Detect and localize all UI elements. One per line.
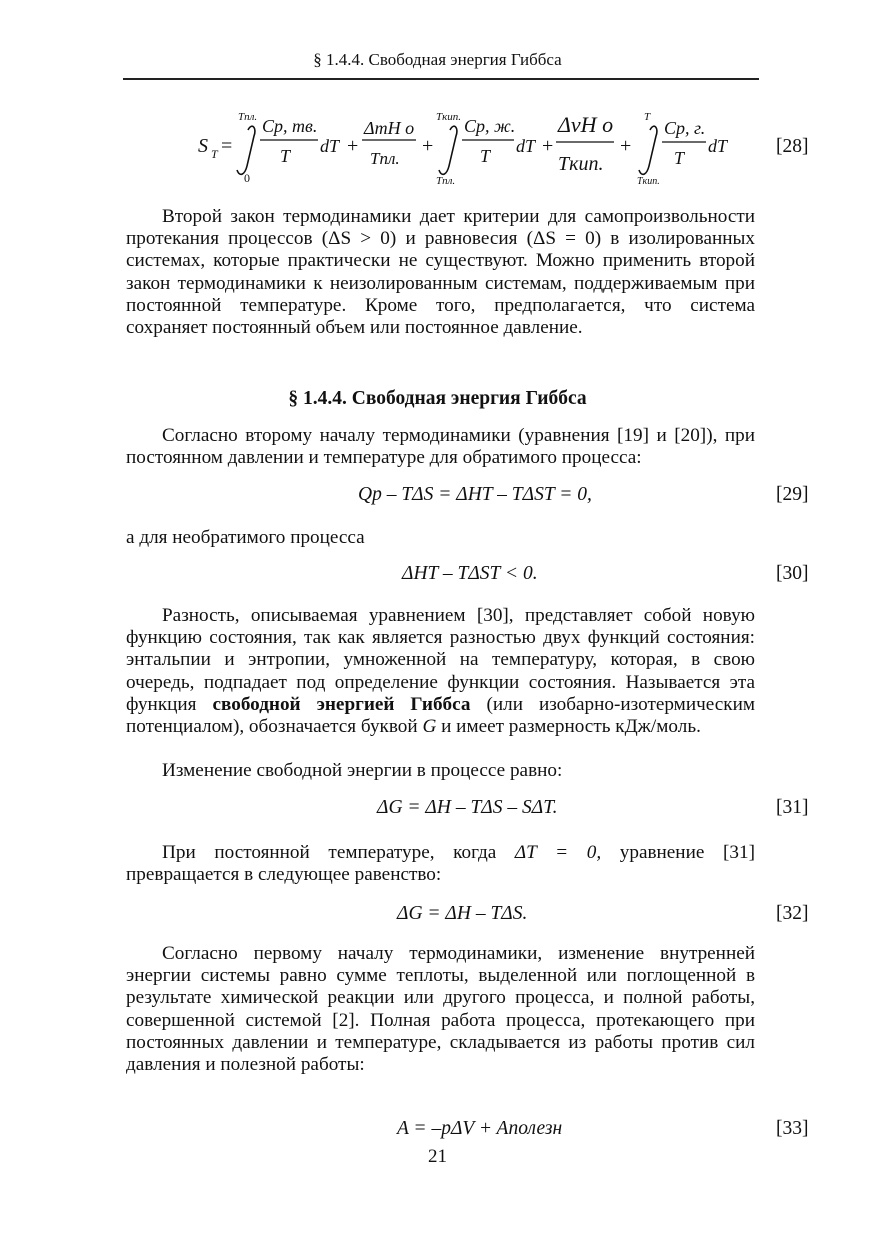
- integral-sign: [639, 126, 657, 174]
- eq28-number: [28]: [776, 136, 809, 157]
- header-rule: [123, 78, 759, 80]
- eq32-number: [32]: [776, 903, 809, 924]
- eq28-frac2-num: ΔmH o: [364, 118, 415, 138]
- symbol-g: G: [422, 716, 437, 738]
- paragraph-second-law: Второй закон термодинамики дает критерии для самопроизвольности протекания процессов (ΔS > 0) и равновесия (ΔS = 0) в изолированных системах, которые практически не существуют. Можно применить второй закон термодинамики к неизолированным системам, поддерживаемым при постоянной температуре. Кроме того, предполагается, что система сохраняет постоянный объем или постоянное давление.: [126, 206, 755, 339]
- equation-29: Qp – TΔS = ΔHT – TΔST = 0,: [358, 484, 592, 505]
- eq28-frac2-den: Tпл.: [370, 149, 400, 168]
- para6-text-start: При постоянной температуре, когда: [162, 842, 515, 863]
- eq28-frac1-den: T: [280, 146, 291, 166]
- paragraph-gibbs-definition: [126, 605, 755, 738]
- eq29-number: [29]: [776, 484, 809, 505]
- paragraph-second-principle: Согласно второму началу термодинамики (уравнения [19] и [20]), при постоянном давлении и температуре для обратимого процесса:: [126, 425, 755, 469]
- para6-formula: ΔT = 0,: [514, 842, 602, 863]
- integral-sign: [439, 126, 457, 174]
- paragraph-irreversible: а для необратимого процесса: [126, 527, 365, 548]
- eq28-int3-lower: Tкип.: [637, 176, 660, 187]
- eq28-frac3-den: T: [480, 146, 491, 166]
- eq28-lhs: S: [198, 135, 208, 157]
- gibbs-free-energy-term: свободной энергией Гиббса: [212, 693, 471, 715]
- paragraph-first-principle: Согласно первому началу термодинамики, изменение внутренней энергии системы равно сумме теплоты, выделенной или поглощенной в результате химической реакции или другого процесса, и полной работы, совершенной системой [2]. Полная работа процесса, протекающего при постоянных давлении и температуре, складывается из работы против сил давления и полезной работы:: [126, 943, 755, 1076]
- page-number: 21: [428, 1146, 447, 1167]
- eq28-dT2: dT: [516, 136, 536, 156]
- running-header: § 1.4.4. Свободная энергия Гиббса: [313, 50, 562, 69]
- eq28-frac4-num: ΔvH o: [558, 112, 614, 137]
- section-heading: § 1.4.4. Свободная энергия Гиббса: [288, 388, 587, 409]
- eq28-int1-upper: Tпл.: [238, 111, 258, 123]
- para4-text-start: Разность, описываемая уравнением [30], представляет собой новую функцию состояния, так как является разностью двух функций состояния: энтальпии и энтропии, умноженной на температуру, которая, в свою очередь, подпадает под определение функции состояния. Называется эта функция: [126, 605, 755, 715]
- eq28-dT3: dT: [708, 136, 728, 156]
- eq28-plus2: +: [422, 135, 434, 157]
- eq28-equals: =: [221, 135, 233, 157]
- para6-text-end: уравнение [31] превращается в следующее равенство:: [126, 842, 755, 886]
- eq28-int3-upper: T: [644, 111, 651, 123]
- integral-sign: [237, 126, 255, 174]
- paragraph-constant-temperature: [126, 842, 755, 886]
- eq28-frac4-den: Tкип.: [558, 153, 604, 175]
- eq28-dT1: dT: [320, 136, 340, 156]
- eq28-int2-lower: Tпл.: [436, 175, 456, 187]
- eq28-plus3: +: [542, 135, 554, 157]
- eq28-frac3-num: Cp, ж.: [464, 116, 516, 136]
- eq31-number: [31]: [776, 797, 809, 818]
- equation-32: ΔG = ΔH – TΔS.: [397, 903, 528, 924]
- eq30-number: [30]: [776, 563, 809, 584]
- eq28-plus1: +: [347, 135, 359, 157]
- eq28-frac5-den: T: [674, 148, 685, 168]
- para4-text-end: и имеет размерность кДж/моль.: [436, 716, 701, 738]
- equation-30: ΔHT – TΔST < 0.: [402, 563, 538, 584]
- eq28-frac1-num: Cp, тв.: [262, 116, 318, 136]
- eq28-int2-upper: Tкип.: [436, 111, 462, 123]
- equation-28: [190, 100, 770, 190]
- equation-33: A = –pΔV + Aполезн: [397, 1118, 563, 1139]
- eq28-plus4: +: [620, 135, 632, 157]
- paragraph-change-free-energy: Изменение свободной энергии в процессе равно:: [162, 760, 563, 781]
- para4-text-mid: (или изобарно-изотермическим потенциалом), обозначается буквой: [126, 693, 755, 738]
- eq28-lhs-sub: T: [211, 147, 218, 161]
- eq33-number: [33]: [776, 1118, 809, 1139]
- eq28-frac5-num: Cp, г.: [664, 118, 706, 138]
- equation-31: ΔG = ΔH – TΔS – SΔT.: [377, 797, 558, 818]
- eq28-int1-lower: 0: [244, 171, 250, 185]
